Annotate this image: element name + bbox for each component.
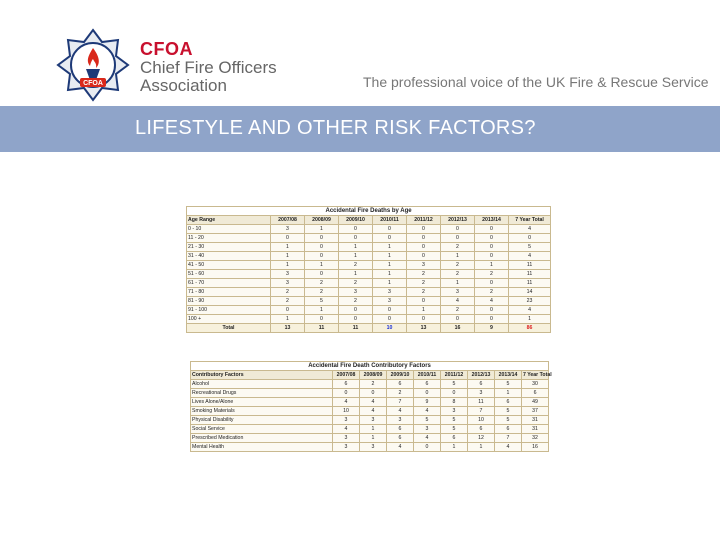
column-header: 2008/09	[305, 216, 339, 225]
table-cell: 0	[339, 234, 373, 243]
row-label: 100 +	[187, 315, 271, 324]
total-cell: 9	[475, 324, 509, 333]
column-header: 2009/10	[339, 216, 373, 225]
table-row	[187, 252, 551, 261]
table-cell: 3	[339, 288, 373, 297]
table-cell: 0	[475, 252, 509, 261]
row-label: 61 - 70	[187, 279, 271, 288]
row-label: 91 - 100	[187, 306, 271, 315]
table-cell: 5	[441, 425, 468, 434]
table-cell: 6	[441, 434, 468, 443]
table-cell: 1	[468, 443, 495, 452]
contributory-factors-table	[190, 361, 552, 452]
column-header: 2012/13	[468, 371, 495, 380]
table-cell: 2	[441, 306, 475, 315]
row-label: 21 - 30	[187, 243, 271, 252]
table-cell: 0	[509, 234, 551, 243]
table-caption-row	[191, 362, 549, 371]
table-cell: 6	[522, 389, 549, 398]
column-header: 7 Year Total	[523, 372, 552, 378]
table-cell: 6	[387, 434, 414, 443]
total-cell: 11	[339, 324, 373, 333]
table-row	[191, 443, 549, 452]
table-cell: 30	[522, 380, 549, 389]
table-cell: 2	[339, 279, 373, 288]
table-cell: 11	[468, 398, 495, 407]
table-cell: 2	[305, 288, 339, 297]
table-cell: 5	[495, 416, 522, 425]
row-label: Prescribed Medication	[191, 434, 333, 443]
table-caption: Accidental Fire Deaths by Age	[187, 207, 551, 216]
table-cell: 3	[333, 416, 360, 425]
table-cell: 49	[522, 398, 549, 407]
table-cell: 0	[407, 243, 441, 252]
total-label: Total	[187, 324, 271, 333]
table-cell: 8	[441, 398, 468, 407]
row-label: 41 - 50	[187, 261, 271, 270]
table-cell: 31	[522, 416, 549, 425]
table-row	[187, 270, 551, 279]
table-cell: 6	[387, 380, 414, 389]
table-cell: 2	[271, 288, 305, 297]
table-cell: 2	[387, 389, 414, 398]
table-cell: 4	[414, 434, 441, 443]
table-cell: 6	[495, 425, 522, 434]
table-cell: 0	[339, 315, 373, 324]
table-row	[187, 297, 551, 306]
column-header: 2009/10	[387, 371, 414, 380]
column-header: 2011/12	[407, 216, 441, 225]
table-cell: 3	[360, 416, 387, 425]
table-cell: 0	[407, 315, 441, 324]
table-cell: 0	[373, 234, 407, 243]
brand-name-line1: Chief Fire Officers	[140, 58, 277, 77]
table-cell: 0	[373, 306, 407, 315]
table-cell: 3	[373, 288, 407, 297]
tagline: The professional voice of the UK Fire & Rescue Service	[363, 74, 709, 90]
table-cell: 1	[339, 252, 373, 261]
table-row	[187, 279, 551, 288]
table-cell: 5	[441, 416, 468, 425]
table-cell: 3	[271, 270, 305, 279]
table-cell: 1	[475, 261, 509, 270]
table-cell: 2	[407, 279, 441, 288]
table-cell: 3	[441, 288, 475, 297]
table-cell: 2	[339, 261, 373, 270]
row-label: Lives Alone/Alone	[191, 398, 333, 407]
table-cell: 4	[441, 297, 475, 306]
row-label: 81 - 90	[187, 297, 271, 306]
table-cell: 2	[441, 243, 475, 252]
table-cell: 0	[305, 252, 339, 261]
table-cell: 0	[339, 225, 373, 234]
column-header: 2012/13	[441, 216, 475, 225]
table-cell: 2	[441, 261, 475, 270]
table-cell: 12	[468, 434, 495, 443]
row-label: Social Service	[191, 425, 333, 434]
table-cell: 0	[407, 234, 441, 243]
table-cell: 0	[407, 225, 441, 234]
table-cell: 3	[360, 443, 387, 452]
table-cell: 2	[475, 270, 509, 279]
table-cell: 3	[333, 434, 360, 443]
table-cell: 3	[387, 416, 414, 425]
table-cell: 6	[468, 380, 495, 389]
fire-deaths-by-age-table	[186, 206, 551, 333]
table-total-row	[187, 324, 551, 333]
total-cell: 10	[373, 324, 407, 333]
table-cell: 11	[509, 279, 551, 288]
table-row	[187, 306, 551, 315]
table-cell: 0	[441, 225, 475, 234]
table-cell: 3	[271, 279, 305, 288]
table-cell: 5	[305, 297, 339, 306]
table-cell: 6	[387, 425, 414, 434]
table-cell: 2	[407, 288, 441, 297]
table-row	[187, 288, 551, 297]
table-cell: 4	[387, 407, 414, 416]
table-cell: 1	[373, 261, 407, 270]
table-cell: 1	[373, 270, 407, 279]
table-cell: 1	[339, 243, 373, 252]
table-cell: 1	[271, 315, 305, 324]
table-cell: 0	[441, 234, 475, 243]
table-cell: 2	[339, 297, 373, 306]
table-cell: 2	[407, 270, 441, 279]
table-cell: 4	[333, 398, 360, 407]
table-cell: 4	[387, 443, 414, 452]
table-cell: 3	[373, 297, 407, 306]
table-cell: 5	[414, 416, 441, 425]
table-cell: 2	[305, 279, 339, 288]
table-row	[187, 234, 551, 243]
table-cell: 3	[441, 407, 468, 416]
table-cell: 5	[509, 243, 551, 252]
table-cell: 1	[509, 315, 551, 324]
column-header: 2010/11	[373, 216, 407, 225]
row-label: Mental Health	[191, 443, 333, 452]
table-cell: 1	[271, 243, 305, 252]
column-header: 2013/14	[495, 371, 522, 380]
table-cell: 1	[360, 425, 387, 434]
table-cell: 1	[271, 261, 305, 270]
table-cell: 0	[475, 306, 509, 315]
table-cell: 4	[495, 443, 522, 452]
table-cell: 37	[522, 407, 549, 416]
table-cell: 0	[339, 306, 373, 315]
table-cell: 0	[373, 225, 407, 234]
total-cell: 86	[509, 324, 551, 333]
column-header: 2008/09	[360, 371, 387, 380]
table-cell: 4	[414, 407, 441, 416]
table-cell: 0	[333, 389, 360, 398]
table-cell: 1	[271, 252, 305, 261]
table-cell: 3	[271, 225, 305, 234]
table-cell: 2	[271, 297, 305, 306]
table-cell: 6	[333, 380, 360, 389]
table-caption: Accidental Fire Death Contributory Factors	[191, 362, 549, 371]
table-cell: 5	[495, 380, 522, 389]
table-cell: 0	[271, 234, 305, 243]
table-cell: 2	[441, 270, 475, 279]
column-header: 2007/08	[271, 216, 305, 225]
table-cell: 0	[441, 389, 468, 398]
table-row	[191, 380, 549, 389]
row-label: Physical Disability	[191, 416, 333, 425]
cfoa-logo	[56, 28, 130, 102]
table-cell: 0	[475, 225, 509, 234]
table-cell: 0	[305, 315, 339, 324]
table-cell: 1	[360, 434, 387, 443]
table-cell: 1	[305, 261, 339, 270]
table-cell: 1	[305, 306, 339, 315]
total-cell: 16	[441, 324, 475, 333]
table-cell: 5	[495, 407, 522, 416]
table-cell: 0	[360, 389, 387, 398]
column-header: 2013/14	[475, 216, 509, 225]
total-cell: 13	[407, 324, 441, 333]
table-cell: 4	[360, 407, 387, 416]
table-cell: 1	[373, 252, 407, 261]
table-row	[191, 434, 549, 443]
table-cell: 0	[407, 297, 441, 306]
table-cell: 4	[509, 252, 551, 261]
table-cell: 6	[468, 425, 495, 434]
row-label: Recreational Drugs	[191, 389, 333, 398]
table-row	[187, 225, 551, 234]
table-cell: 1	[441, 443, 468, 452]
table-cell: 0	[441, 315, 475, 324]
table-cell: 3	[468, 389, 495, 398]
table-row	[191, 407, 549, 416]
table-cell: 10	[468, 416, 495, 425]
table-cell: 32	[522, 434, 549, 443]
slide-title: LIFESTYLE AND OTHER RISK FACTORS?	[135, 117, 536, 139]
table-cell: 3	[407, 261, 441, 270]
brand	[140, 40, 277, 94]
total-cell: 13	[271, 324, 305, 333]
table-cell: 5	[441, 380, 468, 389]
table-cell: 4	[509, 306, 551, 315]
table-cell: 11	[509, 261, 551, 270]
table-cell: 7	[495, 434, 522, 443]
column-header: 7 Year Total	[509, 216, 551, 225]
table-cell: 1	[305, 225, 339, 234]
column-header: Age Range	[187, 216, 271, 225]
table-cell: 0	[305, 243, 339, 252]
row-label: 51 - 60	[187, 270, 271, 279]
table-cell: 3	[333, 443, 360, 452]
table-cell: 7	[387, 398, 414, 407]
table-cell: 1	[495, 389, 522, 398]
table-cell: 3	[414, 425, 441, 434]
column-header: Contributory Factors	[191, 371, 333, 380]
table-cell: 2	[475, 288, 509, 297]
table-row	[187, 261, 551, 270]
table-cell: 0	[305, 234, 339, 243]
table-cell: 0	[475, 234, 509, 243]
table-row	[187, 315, 551, 324]
table-cell: 4	[360, 398, 387, 407]
total-cell: 11	[305, 324, 339, 333]
table-row	[191, 425, 549, 434]
table-cell: 23	[509, 297, 551, 306]
table-cell: 16	[522, 443, 549, 452]
table-cell: 9	[414, 398, 441, 407]
table-cell: 7	[468, 407, 495, 416]
table-cell: 0	[305, 270, 339, 279]
table-header-row	[187, 216, 551, 225]
table-cell: 11	[509, 270, 551, 279]
table-cell: 1	[441, 279, 475, 288]
table-cell: 0	[475, 279, 509, 288]
row-label: Alcohol	[191, 380, 333, 389]
column-header: 2011/12	[441, 371, 468, 380]
row-label: Smoking Materials	[191, 407, 333, 416]
table-cell: 0	[407, 252, 441, 261]
table-cell: 0	[271, 306, 305, 315]
logo-text: CFOA	[83, 80, 103, 87]
table-cell: 6	[495, 398, 522, 407]
table-cell: 14	[509, 288, 551, 297]
table-cell: 0	[475, 315, 509, 324]
table-row	[191, 416, 549, 425]
table-cell: 2	[360, 380, 387, 389]
table-cell: 0	[373, 315, 407, 324]
table-cell: 0	[414, 389, 441, 398]
table-cell: 4	[475, 297, 509, 306]
table-caption-row	[187, 207, 551, 216]
row-label: 11 - 20	[187, 234, 271, 243]
table-row	[191, 389, 549, 398]
brand-acronym: CFOA	[140, 39, 193, 59]
row-label: 31 - 40	[187, 252, 271, 261]
row-label: 0 - 10	[187, 225, 271, 234]
table-cell: 31	[522, 425, 549, 434]
table-cell: 1	[407, 306, 441, 315]
table-cell: 4	[333, 425, 360, 434]
table-cell: 0	[414, 443, 441, 452]
table-cell: 4	[509, 225, 551, 234]
table-row	[191, 398, 549, 407]
row-label: 71 - 80	[187, 288, 271, 297]
table-cell: 1	[441, 252, 475, 261]
table-cell: 1	[373, 279, 407, 288]
column-header: 2010/11	[414, 371, 441, 380]
table-cell: 10	[333, 407, 360, 416]
column-header: 2007/08	[333, 371, 360, 380]
table-cell: 0	[475, 243, 509, 252]
table-cell: 1	[373, 243, 407, 252]
table-header-row	[191, 371, 549, 380]
table-cell: 6	[414, 380, 441, 389]
brand-name-line2: Association	[140, 76, 227, 95]
table-cell: 1	[339, 270, 373, 279]
table-row	[187, 243, 551, 252]
